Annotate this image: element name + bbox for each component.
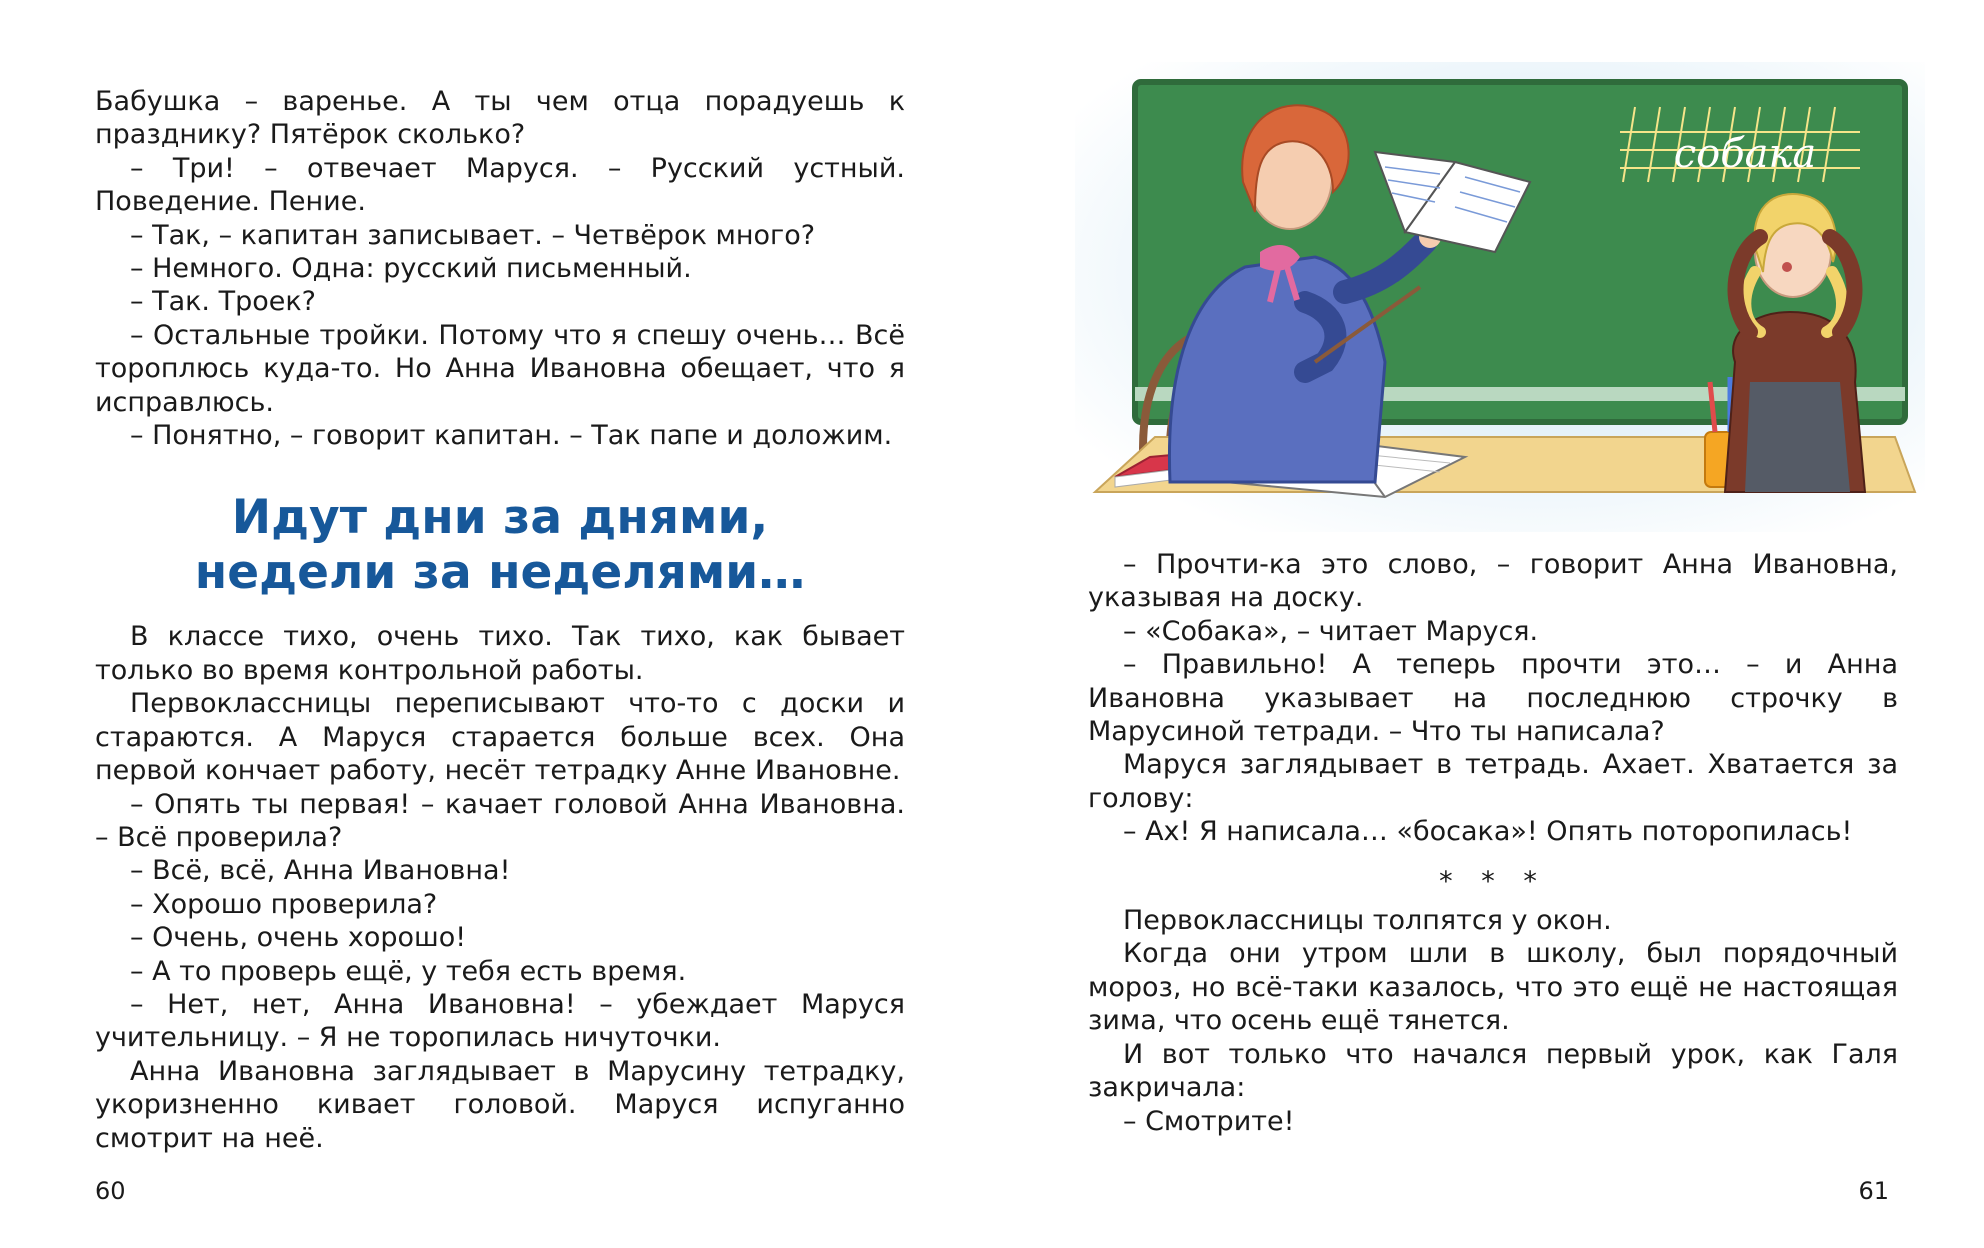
paragraph: – Прочти-ка это слово, – говорит Анна Ивановна, указывая на доску. xyxy=(1088,549,1898,614)
paragraph: – Нет, нет, Анна Ивановна! – убеждает Маруся учительницу. – Я не торопилась ничуточки. xyxy=(95,988,905,1054)
right-page-text xyxy=(1088,548,1898,1138)
paragraph: – Остальные тройки. Потому что я спешу очень… Всё тороплюсь куда-то. Но Анна Ивановна обещает, что я исправлюсь. xyxy=(95,319,905,418)
chalk-word-text: собака xyxy=(1673,131,1817,177)
paragraph: – Всё, всё, Анна Ивановна! xyxy=(130,855,511,887)
paragraph: – Очень, очень хорошо! xyxy=(130,922,467,954)
page-number: 61 xyxy=(1858,1177,1889,1205)
paragraph: Маруся заглядывает в тетрадь. Ахает. Хватается за голову: xyxy=(1088,749,1898,814)
paragraph: Анна Ивановна заглядывает в Марусину тетрадку, укоризненно кивает головой. Маруся испуганно смотрит на неё. xyxy=(95,1055,905,1154)
paragraph: – Понятно, – говорит капитан. – Так папе и доложим. xyxy=(130,420,893,452)
paragraph: Когда они утром шли в школу, был порядочный мороз, но всё-таки казалось, что это ещё не настоящая зима, что осень ещё тянется. xyxy=(1088,938,1898,1037)
paragraph: Первоклассницы толпятся у окон. xyxy=(1123,905,1612,937)
page-number: 60 xyxy=(95,1177,126,1205)
paragraph: Первоклассницы переписывают что-то с доски и стараются. А Маруся старается больше всех. Она первой кончает работу, несёт тетрадку Анне Ивановне. xyxy=(95,688,905,787)
section-separator: * * * xyxy=(1439,865,1547,897)
paragraph: – Хорошо проверила? xyxy=(130,888,438,920)
paragraph: – Так. Троек? xyxy=(130,286,316,318)
paragraph: Бабушка – варенье. А ты чем отца порадуешь к празднику? Пятёрок сколько? xyxy=(95,86,905,151)
paragraph: – Опять ты первая! – качает головой Анна Ивановна. – Всё проверила? xyxy=(95,788,905,853)
paragraph: В классе тихо, очень тихо. Так тихо, как бывает только во время контрольной работы. xyxy=(95,621,905,686)
paragraph: – Немного. Одна: русский письменный. xyxy=(130,253,692,285)
chapter-heading-line: Идут дни за днями, xyxy=(231,490,769,546)
paragraph: – Так, – капитан записывает. – Четвёрок много? xyxy=(130,219,816,251)
paragraph: – Правильно! А теперь прочти это… – и Анна Ивановна указывает на последнюю строчку в Марусиной тетради. – Что ты написала? xyxy=(1088,649,1898,748)
teacher-and-schoolgirl-illustration xyxy=(1075,62,1925,532)
paragraph: И вот только что начался первый урок, как Галя закричала: xyxy=(1088,1038,1898,1104)
paragraph: – А то проверь ещё, у тебя есть время. xyxy=(130,955,687,987)
chapter-heading-line: недели за неделями… xyxy=(194,545,806,601)
paragraph: – Ах! Я написала… «босака»! Опять поторопилась! xyxy=(1123,816,1853,848)
paragraph: – «Собака», – читает Маруся. xyxy=(1123,615,1539,647)
left-page-text xyxy=(95,85,905,1155)
chapter-heading xyxy=(95,490,905,600)
paragraph: – Смотрите! xyxy=(1123,1105,1295,1137)
paragraph: – Три! – отвечает Маруся. – Русский устный. Поведение. Пение. xyxy=(95,152,905,218)
